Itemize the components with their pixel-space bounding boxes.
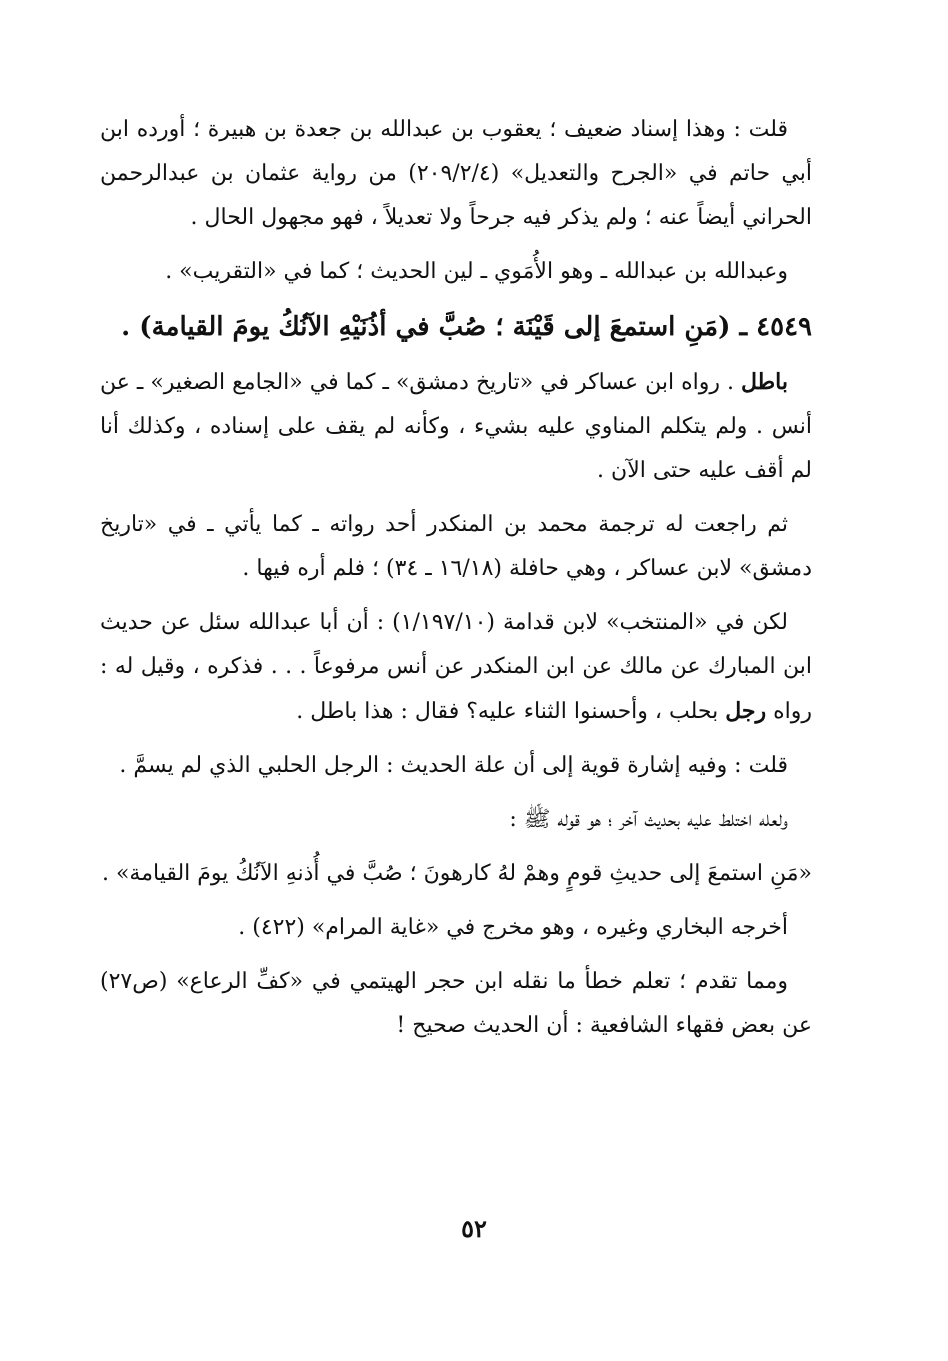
paragraph-takhrij: أخرجه البخاري وغيره ، وهو مخرج في «غاية المرام» (٤٢٢) .	[238, 915, 788, 940]
hadith-heading: ٤٥٤٩ ـ (مَنِ استمعَ إلى قَيْنَة ؛ صُبَّ في أذُنَيْهِ الآنُكُ يومَ القيامة) .	[121, 312, 812, 342]
paragraph-batil-text: . رواه ابن عساكر في «تاريخ دمشق» ـ كما في «الجامع الصغير» ـ عن أنس . ولم يتكلم المناوي عليه بشيء ، وكأنه لم يقف على إسناده ، وكذلك أنا لم أقف عليه حتى الآن .	[100, 370, 812, 483]
paragraph-conclusion: ومما تقدم ؛ تعلم خطأ ما نقله ابن حجر الهيتمي في «كفِّ الرعاع» (ص٢٧) عن بعض فقهاء الشافعية : أن الحديث صحيح !	[100, 969, 812, 1038]
verdict-label: باطل	[741, 369, 788, 395]
paragraph-muntakhab-text-2: بحلب ، وأحسنوا الثناء عليه؟ فقال : هذا باطل .	[296, 699, 726, 724]
paragraph-abdullah: وعبدالله بن عبدالله ـ وهو الأُمَوي ـ لين الحديث ؛ كما في «التقريب» .	[165, 259, 788, 284]
paragraph-illa: قلت : وفيه إشارة قوية إلى أن علة الحديث : الرجل الحلبي الذي لم يسمَّ .	[119, 753, 788, 778]
paragraph-batil	[100, 360, 812, 493]
paragraph-ibn-asakir: ثم راجعت له ترجمة محمد بن المنكدر أحد رواته ـ كما يأتي ـ في «تاريخ دمشق» لابن عساكر ، وهي حافلة (١٦/١٨ ـ ٣٤) ؛ فلم أره فيها .	[100, 512, 812, 581]
paragraph-muntakhab	[100, 601, 812, 734]
paragraph-other-hadith-intro: ولعله اختلط عليه بحديث آخر ؛ هو قوله ﷺ :	[509, 807, 788, 832]
bold-word-rajul: رجل	[725, 698, 767, 724]
paragraph-isnad-weak: قلت : وهذا إسناد ضعيف ؛ يعقوب بن عبدالله بن جعدة بن هبيرة ؛ أورده ابن أبي حاتم في «الجرح والتعديل» (٢٠٩/٢/٤) من رواية عثمان بن عبدالرحمن الحراني أيضاً عنه ؛ ولم يذكر فيه جرحاً ولا تعديلاً ، فهو مجهول الحال .	[100, 117, 812, 230]
paragraph-muntakhab-text-1: لكن في «المنتخب» لابن قدامة (١/١٩٧/١٠) : أن أبا عبدالله سئل عن حديث ابن المبارك عن مالك عن ابن المنكدر عن أنس مرفوعاً . . . فذكره ، وقيل له : رواه	[100, 610, 812, 724]
page-number: ٥٢	[461, 1214, 487, 1243]
page-body	[100, 108, 812, 1058]
paragraph-quoted-hadith: «مَنِ استمعَ إلى حديثِ قومٍ وهمْ لهُ كارهونَ ؛ صُبَّ في أُذنهِ الآنُكُ يومَ القيامة» .	[101, 861, 812, 886]
